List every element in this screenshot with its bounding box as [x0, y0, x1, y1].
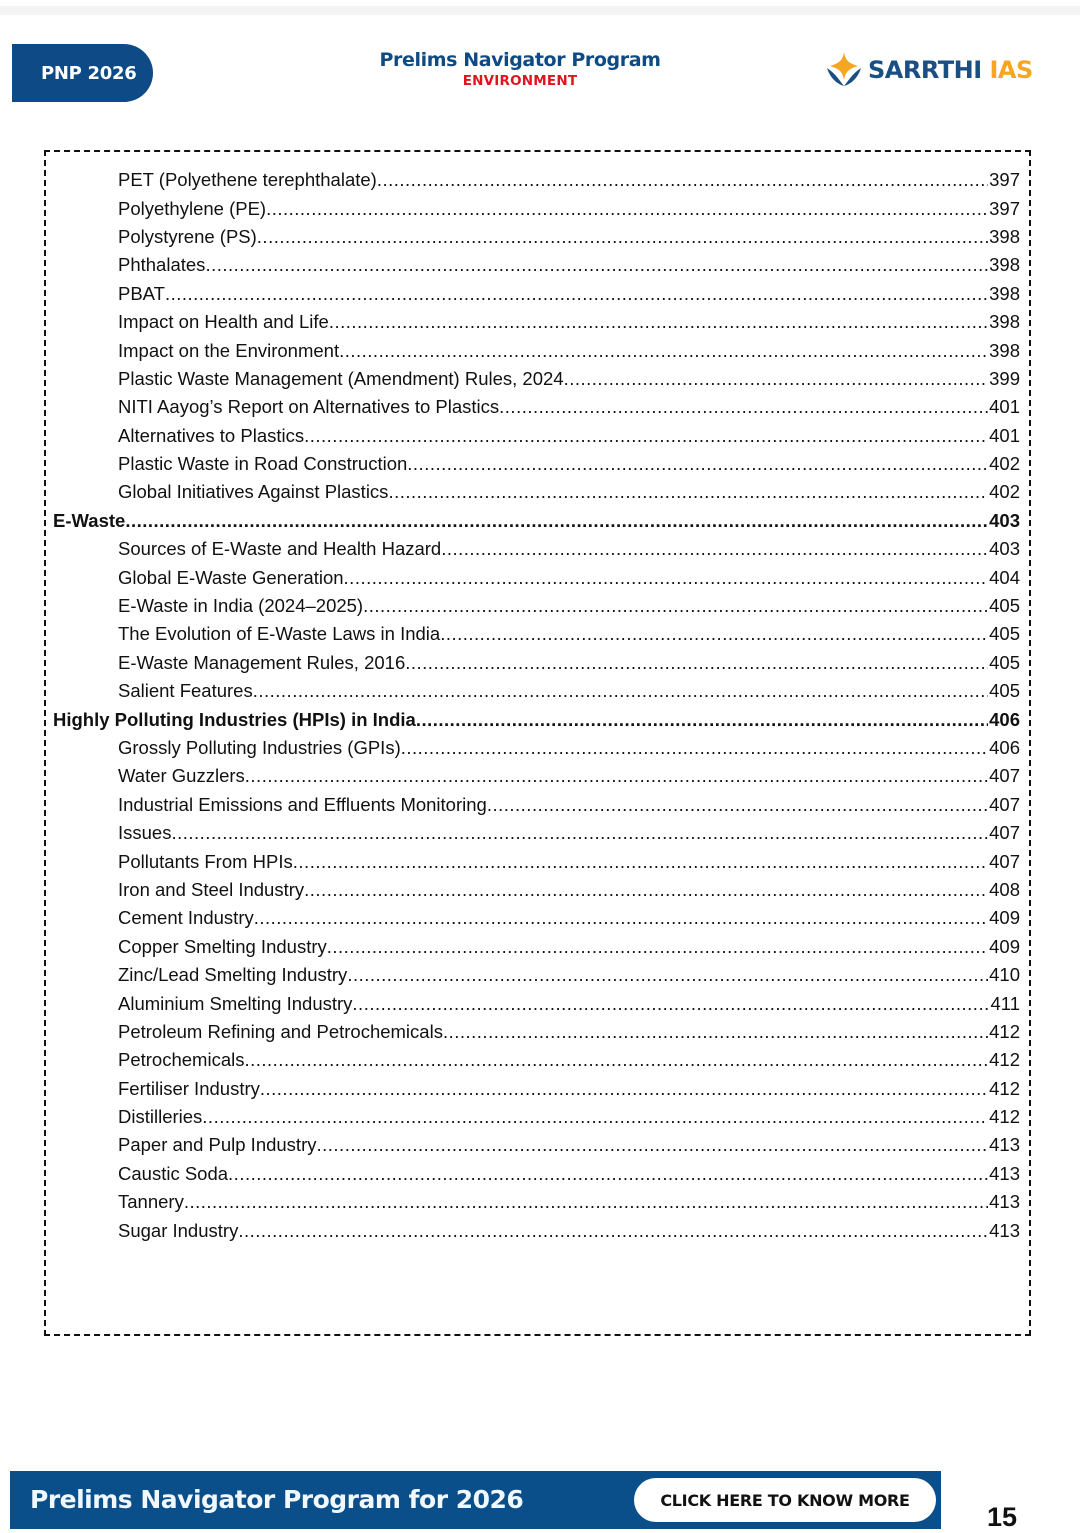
toc-entry-title: The Evolution of E-Waste Laws in India [118, 623, 441, 645]
toc-entry-page: 409 [989, 935, 1020, 957]
toc-dot-leader [443, 1021, 988, 1043]
toc-entry-title: Global E-Waste Generation [118, 566, 344, 588]
toc-subsection-entry[interactable] [46, 393, 1029, 421]
toc-section-entry[interactable] [46, 705, 1029, 733]
toc-entry-title: Global Initiatives Against Plastics [118, 481, 389, 503]
toc-entry-title: Copper Smelting Industry [118, 935, 327, 957]
toc-entry-title: Polystyrene (PS) [118, 225, 257, 247]
toc-entry-page: 405 [989, 651, 1020, 673]
toc-entry-page: 407 [989, 822, 1020, 844]
toc-dot-leader [377, 169, 988, 191]
toc-entry-page: 403 [989, 538, 1020, 560]
toc-entry-title: Distilleries [118, 1106, 203, 1128]
toc-entry-page: 397 [989, 197, 1020, 219]
toc-entry-title: Fertiliser Industry [118, 1077, 260, 1099]
toc-entry-page: 406 [989, 737, 1020, 758]
toc-dot-leader [347, 964, 988, 986]
toc-subsection-entry[interactable] [46, 819, 1029, 847]
toc-entry-page: 404 [989, 566, 1020, 588]
toc-dot-leader [165, 283, 988, 305]
toc-subsection-entry[interactable] [46, 422, 1029, 450]
toc-dot-leader [441, 538, 988, 560]
toc-entry-page: 402 [989, 453, 1020, 475]
toc-entry-page: 413 [989, 1191, 1020, 1213]
toc-entry-page: 403 [989, 509, 1020, 531]
toc-subsection-entry[interactable] [46, 251, 1029, 279]
logo-text-sarrthi: SARRTHI [868, 56, 982, 84]
toc-subsection-entry[interactable] [46, 1103, 1029, 1131]
toc-subsection-entry[interactable] [46, 1075, 1029, 1103]
header-title: Prelims Navigator Program [379, 49, 661, 71]
top-strip [0, 6, 1080, 15]
toc-subsection-entry[interactable] [46, 1018, 1029, 1046]
toc-entry-page: 412 [989, 1020, 1020, 1042]
toc-entry-title: Sources of E-Waste and Health Hazard [118, 538, 442, 560]
toc-entry-page: 398 [989, 311, 1020, 333]
toc-entry-title: Phthalates [118, 254, 206, 276]
toc-list [46, 166, 1029, 1245]
toc-subsection-entry[interactable] [46, 450, 1029, 478]
toc-entry-title: Aluminium Smelting Industry [118, 992, 353, 1014]
toc-entry-title: Plastic Waste in Road Construction [118, 453, 408, 475]
footer-banner-title: Prelims Navigator Program for 2026 [30, 1485, 524, 1514]
toc-entry-title: Petrochemicals [118, 1049, 245, 1071]
toc-entry-page: 402 [989, 481, 1020, 503]
toc-dot-leader [238, 1220, 988, 1242]
toc-dot-leader [257, 226, 988, 248]
toc-subsection-entry[interactable] [46, 961, 1029, 989]
toc-entry-title: Cement Industry [118, 907, 254, 929]
toc-entry-page: 413 [989, 1219, 1020, 1241]
toc-subsection-entry[interactable] [46, 478, 1029, 506]
toc-entry-title: Zinc/Lead Smelting Industry [118, 964, 348, 986]
toc-dot-leader [125, 510, 988, 532]
toc-entry-page: 399 [989, 367, 1020, 389]
toc-entry-title: Caustic Soda [118, 1162, 229, 1184]
toc-entry-page: 398 [989, 339, 1020, 361]
program-badge: PNP 2026 [12, 44, 153, 102]
toc-entry-page: 410 [989, 964, 1020, 986]
toc-subsection-entry[interactable] [46, 223, 1029, 251]
toc-subsection-entry[interactable] [46, 336, 1029, 364]
toc-entry-title: Highly Polluting Industries (HPIs) in India [53, 708, 416, 730]
know-more-button[interactable]: CLICK HERE TO KNOW MORE [634, 1478, 936, 1522]
toc-entry-page: 407 [989, 850, 1020, 872]
toc-dot-leader [202, 1106, 988, 1128]
toc-dot-leader [440, 623, 988, 645]
toc-subsection-entry[interactable] [46, 1046, 1029, 1074]
toc-subsection-entry[interactable] [46, 734, 1029, 762]
toc-entry-page: 409 [989, 907, 1020, 929]
toc-dot-leader [388, 481, 988, 503]
toc-entry-title: Alternatives to Plastics [118, 424, 305, 446]
logo-text-ias: IAS [989, 56, 1033, 84]
toc-subsection-entry[interactable] [46, 1188, 1029, 1216]
toc-dot-leader [304, 879, 988, 901]
toc-section-entry[interactable] [46, 507, 1029, 535]
toc-dot-leader [244, 1049, 988, 1071]
toc-subsection-entry[interactable] [46, 535, 1029, 563]
toc-subsection-entry[interactable] [46, 677, 1029, 705]
toc-entry-page: 407 [989, 793, 1020, 815]
toc-dot-leader [327, 936, 988, 958]
toc-entry-page: 413 [989, 1162, 1020, 1184]
toc-subsection-entry[interactable] [46, 1216, 1029, 1244]
toc-dot-leader [499, 396, 988, 418]
toc-dot-leader [401, 737, 988, 759]
toc-dot-leader [228, 1163, 988, 1185]
toc-entry-title: Issues [118, 822, 172, 844]
toc-entry-page: 412 [989, 1049, 1020, 1071]
toc-subsection-entry[interactable] [46, 847, 1029, 875]
toc-dot-leader [266, 198, 988, 220]
toc-subsection-entry[interactable] [46, 876, 1029, 904]
toc-subsection-entry[interactable] [46, 620, 1029, 648]
toc-subsection-entry[interactable] [46, 563, 1029, 591]
toc-dot-leader [304, 425, 988, 447]
toc-entry-page: 398 [989, 282, 1020, 304]
toc-dot-leader [564, 368, 989, 390]
toc-subsection-entry[interactable] [46, 649, 1029, 677]
toc-subsection-entry[interactable] [46, 762, 1029, 790]
toc-subsection-entry[interactable] [46, 365, 1029, 393]
toc-entry-title: NITI Aayog’s Report on Alternatives to Plastics [118, 396, 500, 418]
toc-entry-title: Water Guzzlers [118, 765, 245, 787]
toc-entry-page: 405 [989, 680, 1020, 702]
toc-entry-page: 411 [990, 992, 1020, 1014]
table-of-contents [44, 150, 1031, 1336]
toc-entry-page: 405 [989, 595, 1020, 617]
toc-subsection-entry[interactable] [46, 280, 1029, 308]
toc-dot-leader [344, 567, 989, 589]
toc-dot-leader [407, 453, 988, 475]
toc-entry-page: 401 [989, 396, 1020, 418]
toc-entry-page: 406 [989, 708, 1020, 730]
toc-dot-leader [363, 595, 988, 617]
toc-entry-title: Pollutants From HPIs [118, 850, 293, 872]
footer-banner[interactable] [10, 1471, 941, 1529]
toc-dot-leader [329, 311, 988, 333]
logo-text [868, 56, 1033, 84]
toc-entry-page: 412 [989, 1106, 1020, 1128]
toc-entry-title: Iron and Steel Industry [118, 878, 305, 900]
toc-entry-page: 398 [989, 254, 1020, 276]
toc-dot-leader [339, 340, 988, 362]
toc-dot-leader [245, 765, 988, 787]
toc-subsection-entry[interactable] [46, 791, 1029, 819]
toc-dot-leader [171, 822, 988, 844]
toc-dot-leader [352, 993, 989, 1015]
toc-dot-leader [416, 709, 988, 731]
toc-dot-leader [293, 851, 988, 873]
toc-entry-title: Industrial Emissions and Effluents Monitoring [118, 793, 487, 815]
toc-dot-leader [205, 254, 988, 276]
toc-entry-page: 398 [989, 225, 1020, 247]
toc-entry-title: PET (Polyethene terephthalate) [118, 169, 377, 191]
toc-subsection-entry[interactable] [46, 933, 1029, 961]
toc-dot-leader [184, 1191, 988, 1213]
toc-subsection-entry[interactable] [46, 904, 1029, 932]
toc-subsection-entry[interactable] [46, 308, 1029, 336]
toc-subsection-entry[interactable] [46, 166, 1029, 194]
toc-entry-page: 413 [989, 1134, 1020, 1156]
toc-entry-page: 407 [989, 765, 1020, 787]
toc-entry-page: 397 [989, 169, 1020, 191]
header-title-block [340, 49, 700, 89]
toc-entry-title: Sugar Industry [118, 1219, 239, 1241]
toc-dot-leader [254, 907, 988, 929]
toc-dot-leader [405, 652, 988, 674]
toc-entry-title: E-Waste in India (2024–2025) [118, 595, 364, 617]
toc-entry-title: Impact on Health and Life [118, 311, 329, 333]
toc-subsection-entry[interactable] [46, 989, 1029, 1017]
toc-entry-title: E-Waste [53, 509, 126, 531]
toc-dot-leader [317, 1134, 989, 1156]
toc-dot-leader [253, 680, 988, 702]
toc-entry-title: Polyethylene (PE) [118, 197, 267, 219]
toc-entry-page: 405 [989, 623, 1020, 645]
toc-entry-title: Salient Features [118, 680, 253, 702]
toc-entry-title: Paper and Pulp Industry [118, 1134, 317, 1156]
toc-entry-title: PBAT [118, 282, 165, 304]
toc-dot-leader [260, 1078, 988, 1100]
header-subtitle: ENVIRONMENT [462, 73, 578, 89]
toc-subsection-entry[interactable] [46, 194, 1029, 222]
toc-entry-title: E-Waste Management Rules, 2016 [118, 651, 406, 673]
star-lotus-icon [824, 50, 864, 90]
toc-subsection-entry[interactable] [46, 592, 1029, 620]
toc-subsection-entry[interactable] [46, 1160, 1029, 1188]
toc-entry-page: 408 [989, 878, 1020, 900]
toc-entry-page: 412 [989, 1077, 1020, 1099]
toc-entry-title: Impact on the Environment [118, 339, 340, 361]
page-number: 15 [987, 1502, 1018, 1532]
toc-dot-leader [487, 794, 988, 816]
toc-subsection-entry[interactable] [46, 1131, 1029, 1159]
toc-entry-title: Petroleum Refining and Petrochemicals [118, 1020, 443, 1042]
sarrthi-ias-logo [824, 50, 1033, 90]
toc-entry-page: 401 [989, 424, 1020, 446]
toc-entry-title: Tannery [118, 1191, 184, 1213]
toc-entry-title: Grossly Polluting Industries (GPIs) [118, 737, 401, 758]
toc-entry-title: Plastic Waste Management (Amendment) Rules, 2024 [118, 367, 564, 389]
